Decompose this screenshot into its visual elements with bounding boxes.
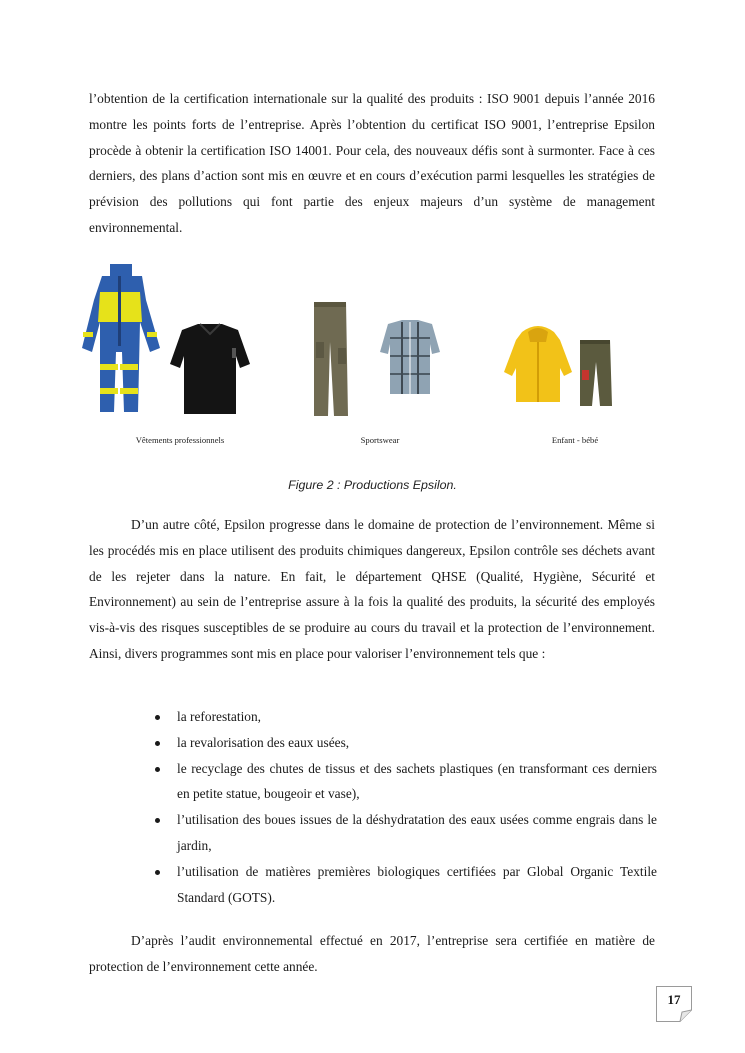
list-item — [153, 756, 657, 808]
list-item — [153, 807, 657, 859]
professional-clothing-group — [80, 252, 280, 452]
cargo-pants-image — [314, 302, 348, 416]
yellow-raincoat-image — [504, 326, 572, 402]
sportswear-group — [280, 252, 480, 452]
list-item-text: la revalorisation des eaux usées, — [177, 734, 350, 750]
child-pants-image — [580, 340, 612, 406]
sportswear-image — [280, 252, 480, 432]
list-item-text: le recyclage des chutes de tissus et des sachets plastiques (en transformant ces derniers en petite statue, bougeoir et vase), — [177, 760, 657, 802]
list-item — [153, 704, 657, 730]
audit-paragraph: D’après l’audit environnemental effectué en 2017, l’entreprise sera certifiée en matière de protection de l’environnement cette année. — [89, 933, 655, 974]
plaid-shirt-image — [380, 320, 440, 394]
page-number-box — [656, 986, 692, 1022]
intro-paragraph: l’obtention de la certification internationale sur la qualité des produits : ISO 9001 depuis l’année 2016 montre les points forts de l’entreprise. Après l’obtention du certificat ISO 9001, l’entreprise Epsilon procède à obtenir la certification ISO 14001. Pour cela, des nouveaux défis sont à surmonter. Face à ces derniers, des plans d’action sont mis en œuvre et en cours d’exécution parmi lesquelles les stratégies de prévision des pollutions qui font partie des enjeux majeurs d’un système de management environnemental. — [89, 91, 655, 235]
figure-caption: Figure 2 : Productions Epsilon. — [288, 478, 457, 492]
list-item — [153, 859, 657, 911]
bullet-icon — [155, 870, 160, 875]
bullet-icon — [155, 715, 160, 720]
group-label-sportswear: Sportswear — [360, 435, 400, 445]
list-item-text: la reforestation, — [177, 709, 262, 724]
coverall-image — [82, 264, 160, 412]
list-item-text: l’utilisation des boues issues de la déshydratation des eaux usées comme engrais dans le jardin, — [177, 812, 657, 853]
bullet-icon — [155, 741, 160, 746]
program-list — [153, 704, 657, 910]
page-number: 17 — [667, 992, 681, 1007]
group-label-professional: Vêtements professionnels — [135, 435, 225, 445]
children-clothing-image — [480, 252, 670, 432]
bullet-icon — [155, 767, 160, 772]
children-group — [480, 252, 670, 452]
chef-jacket-image — [170, 324, 250, 414]
list-item-text: l’utilisation de matières premières biologiques certifiées par Global Organic Textile Standard (GOTS). — [177, 863, 657, 905]
coverall-and-chef-jacket-image — [80, 252, 280, 432]
list-item — [153, 730, 657, 756]
environment-paragraph: D’un autre côté, Epsilon progresse dans le domaine de protection de l’environnement. Même si les procédés mis en place utilisent des produits chimiques dangereux, Epsilon contrôle ses déchets avant de les rejeter dans la nature. En fait, le département QHSE (Qualité, Hygiène, Sécurité et Environnement) au sein de l’entreprise assure à la fois la qualité des produits, la sécurité des employés vis-à-vis des risques susceptibles de se produire au cours du travail et la protection de l’environnement. Ainsi, divers programmes sont mis en place pour valoriser l’environnement tels que : — [89, 517, 655, 661]
bullet-icon — [155, 818, 160, 823]
group-label-children: Enfant - bébé — [551, 435, 599, 445]
epsilon-products-figure — [80, 252, 670, 452]
